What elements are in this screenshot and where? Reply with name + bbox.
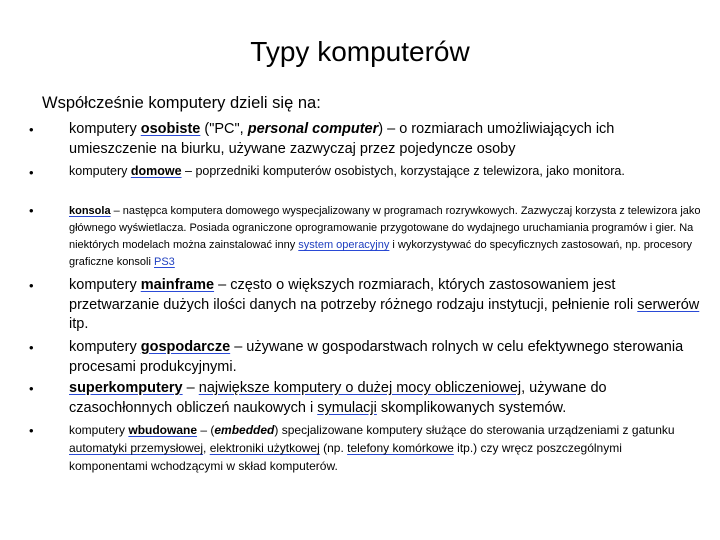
link-najwieksze-komputery[interactable]: największe komputery o dużej mocy obliczeniowej xyxy=(198,380,522,396)
item-text: komputery gospodarcze – używane w gospodarstwach rolnych w celu efektywnego sterowania procesami produkcyjnymi. xyxy=(69,339,684,375)
bullet: • xyxy=(29,122,34,137)
item-text: komputery mainframe – często o większych rozmiarach, których zastosowaniem jest przetwarzanie dużych ilości danych na potrzeby różnego rodzaju instytucji, pełnienie roli serwerów itp. xyxy=(69,277,700,332)
item-text: komputery wbudowane – (embedded) specjalizowane komputery służące do sterowania urządzeniami z gatunku automatyki przemysłowej, elektroniki użytkowej (np. telefony komórkowe itp.) czy wręcz poszczególnymi komponentami wchodzącymi w skład komputerów. xyxy=(69,423,675,473)
bullet: • xyxy=(29,278,34,293)
bullet: • xyxy=(29,203,34,218)
link-osobiste[interactable]: osobiste xyxy=(140,121,201,137)
link-konsola[interactable]: konsola xyxy=(69,205,111,217)
link-elektroniki-uzytkowej[interactable]: elektroniki użytkowej xyxy=(209,441,320,455)
item-text: superkomputery – największe komputery o dużej mocy obliczeniowej, używane do czasochłonnych obliczeń naukowych i symulacji skomplikowanych systemów. xyxy=(69,380,607,416)
link-serwerow[interactable]: serwerów xyxy=(637,296,700,313)
bullet: • xyxy=(29,423,34,438)
link-automatyki-przemyslowej[interactable]: automatyki przemysłowej xyxy=(69,441,204,455)
link-symulacji[interactable]: symulacji xyxy=(317,399,377,416)
link-gospodarcze[interactable]: gospodarcze xyxy=(140,339,231,355)
bullet: • xyxy=(29,165,34,180)
bullet: • xyxy=(29,340,34,355)
link-system-operacyjny[interactable]: system operacyjny xyxy=(298,239,390,251)
item-text: komputery osobiste ("PC", personal computer) – o rozmiarach umożliwiających ich umieszczenie na biurku, używane zazwyczaj przez pojedyncze osoby xyxy=(69,121,615,157)
link-superkomputery[interactable]: superkomputery xyxy=(69,380,183,396)
link-ps3[interactable]: PS3 xyxy=(154,256,175,268)
link-mainframe[interactable]: mainframe xyxy=(140,277,215,293)
link-telefony-komorkowe[interactable]: telefony komórkowe xyxy=(347,441,454,455)
link-wbudowane[interactable]: wbudowane xyxy=(128,423,198,437)
item-text: konsola – następca komputera domowego wyspecjalizowany w programach rozrywkowych. Zazwyczaj korzysta z telewizora jako głównego wyświetlacza. Posiada ograniczone oprogramowanie przygotowane do wydajnego uruchamiania programów i gier. Na niektórych modelach można zainstalować inny system operacyjny i wykorzystywać do specyficznych zastosowań, np. procesory graficzne konsoli PS3 xyxy=(69,205,701,268)
intro-text: Współcześnie komputery dzieli się na: xyxy=(42,94,321,112)
item-text: komputery domowe – poprzedniki komputerów osobistych, korzystające z telewizora, jako monitora. xyxy=(69,164,625,178)
slide-title: Typy komputerów xyxy=(250,36,470,67)
bullet: • xyxy=(29,381,34,396)
link-domowe[interactable]: domowe xyxy=(130,164,182,178)
